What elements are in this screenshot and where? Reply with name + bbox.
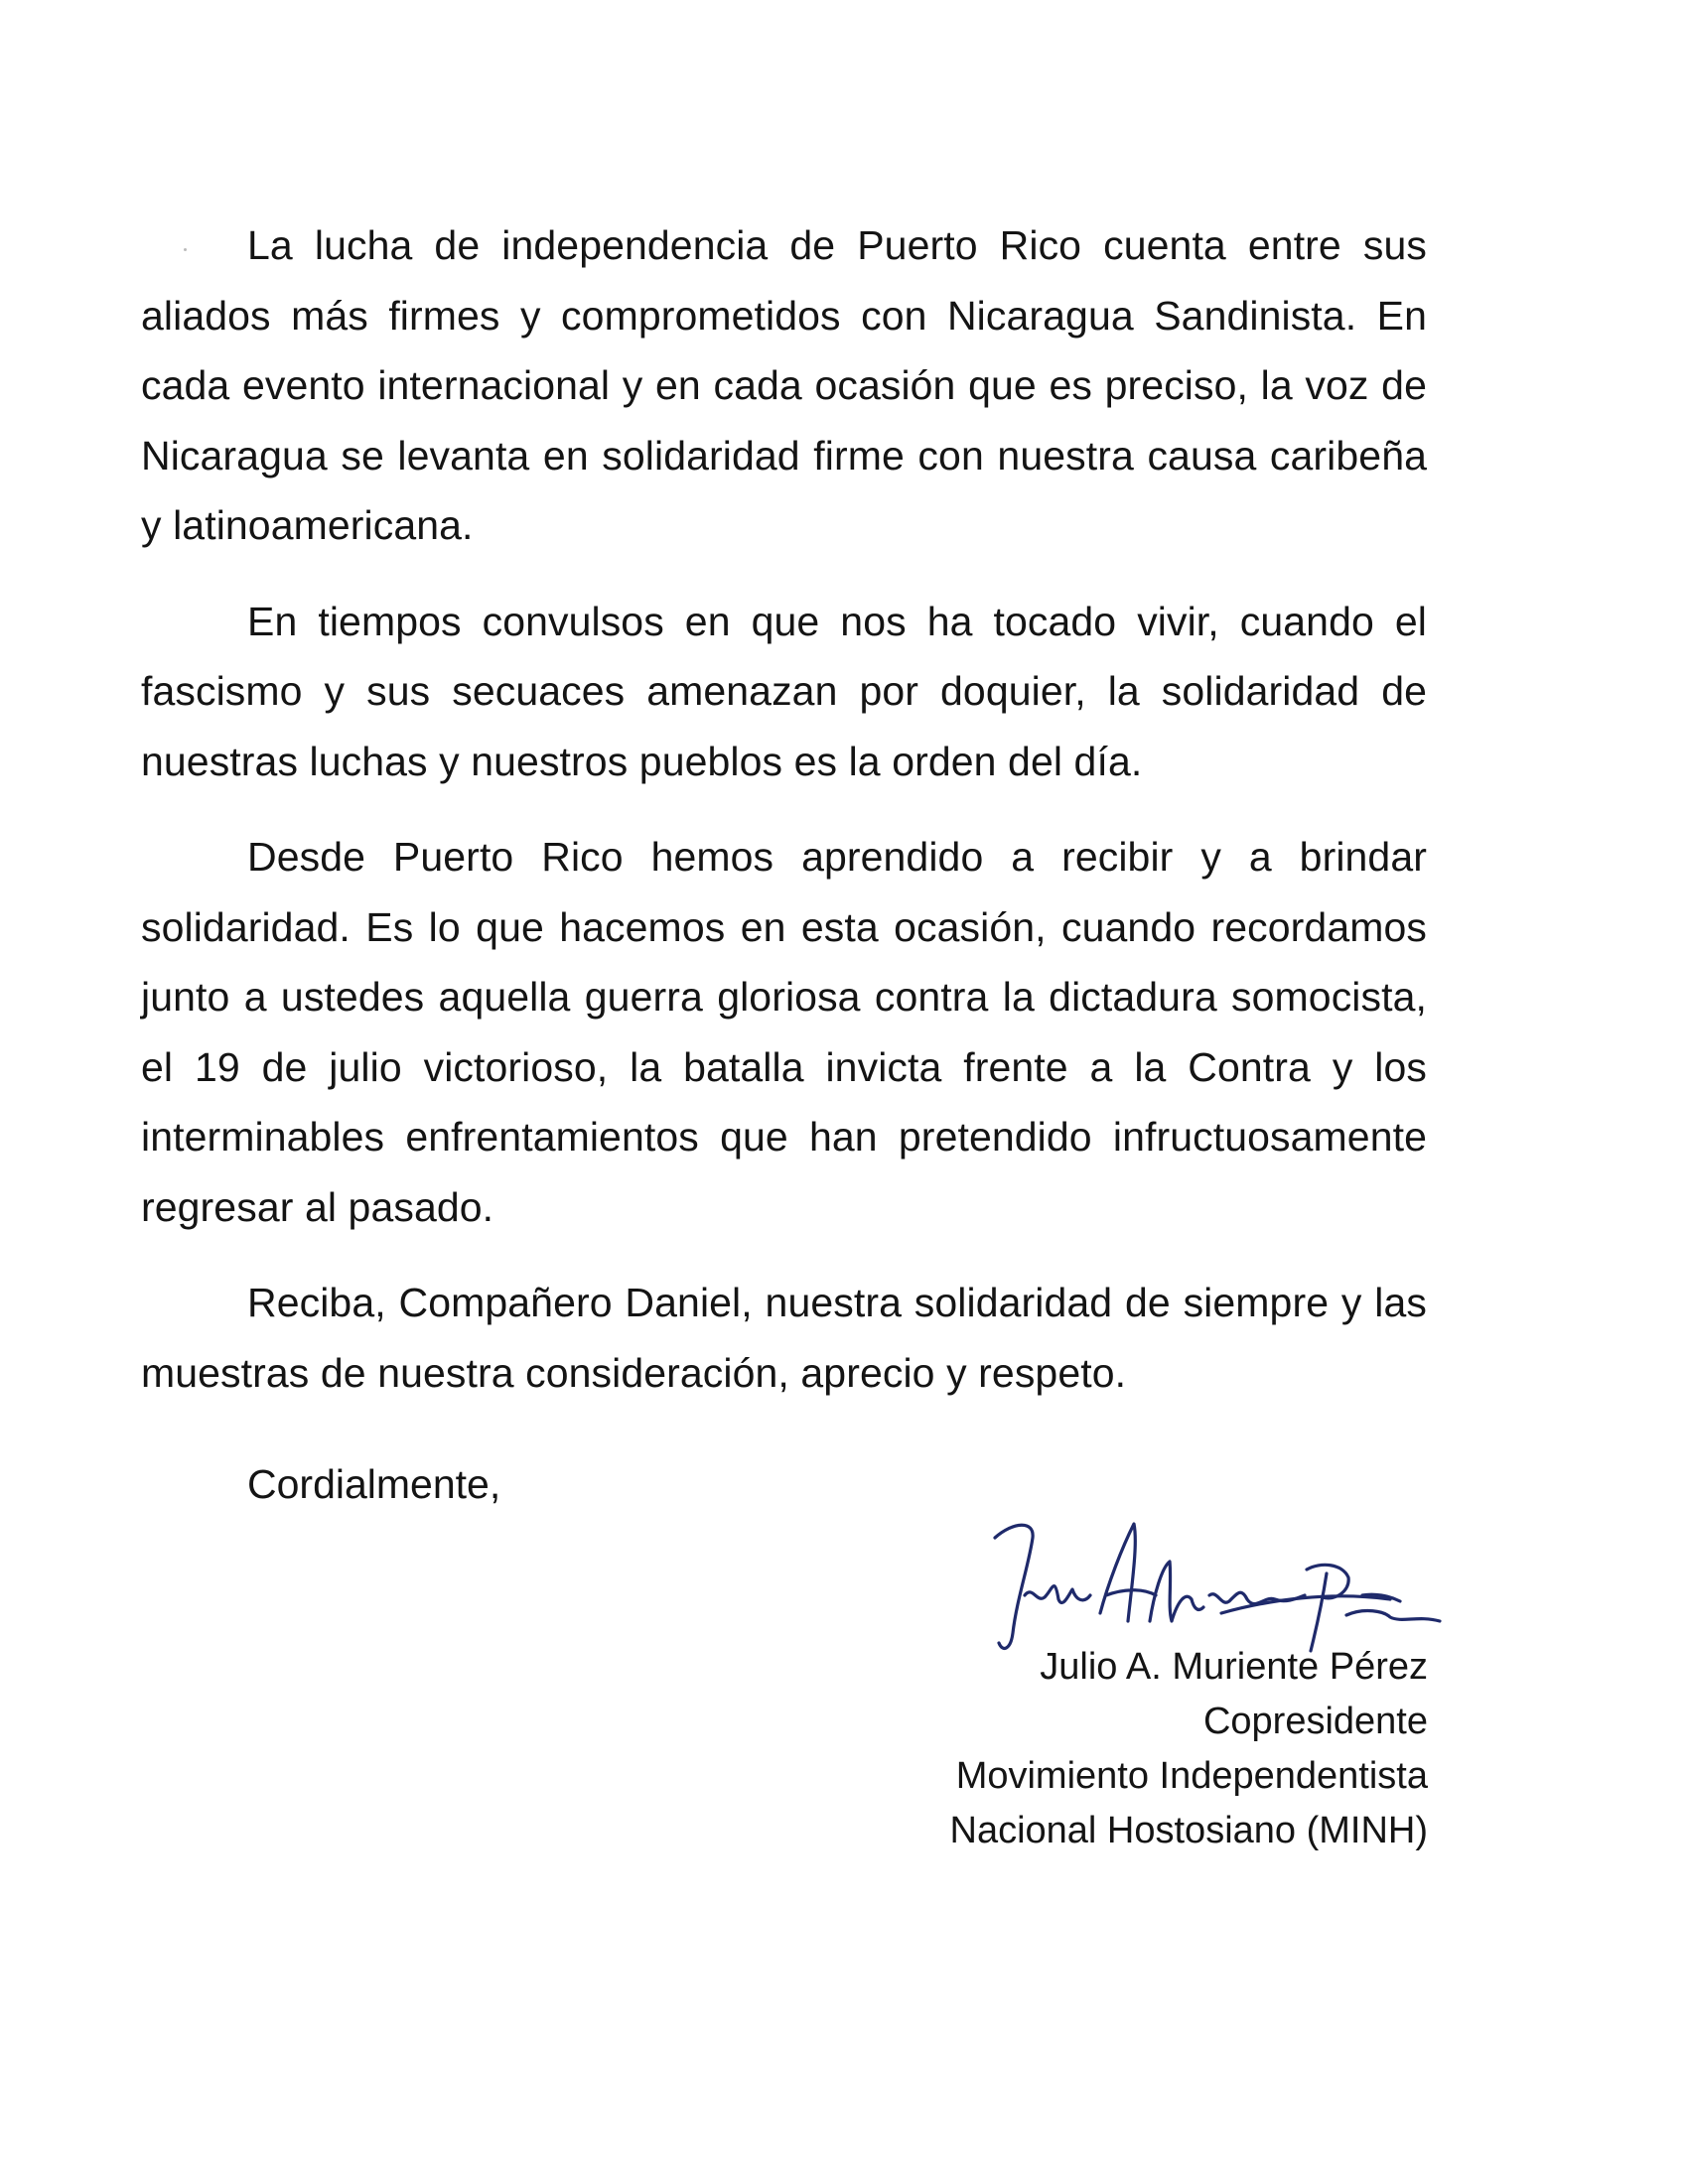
signature-stroke-m [1150, 1562, 1203, 1621]
paragraph-2: En tiempos convulsos en que nos ha tocado vivir, cuando el fascismo y sus secuaces amenazan por doquier, la solidaridad de nuestras luchas y nuestros pueblos es la orden del día. [141, 598, 1427, 784]
paragraph-3: Desde Puerto Rico hemos aprendido a recibir y a brindar solidaridad. Es lo que hacemos en esta ocasión, cuando recordamos junto a ustedes aquella guerra gloriosa contra la dictadura somocista, el 19 de julio victorioso, la batalla invicta frente a la Contra y los interminables enfrentamientos que han pretendido infructuosamente regresar al pasado. [141, 834, 1427, 1230]
handwritten-signature [973, 1504, 1489, 1663]
signer-name: Julio A. Muriente Pérez [1040, 1646, 1428, 1688]
organization-line-2: Nacional Hostosiano (MINH) [949, 1810, 1428, 1851]
letter-body [141, 210, 1427, 1433]
signature-block [950, 1640, 1429, 1858]
closing-salutation: Cordialmente, [247, 1461, 501, 1507]
signature-scrawl [973, 1504, 1489, 1663]
signer-title: Copresidente [1202, 1701, 1428, 1742]
signature-stroke-j [995, 1525, 1033, 1648]
paragraph-1: La lucha de independencia de Puerto Rico cuenta entre sus aliados más firmes y comprometidos con Nicaragua Sandinista. En cada evento internacional y en cada ocasión que es preciso, la voz de Nicaragua se levanta en solidaridad firme con nuestra causa caribeña y latinoamericana. [141, 222, 1427, 548]
signature-stroke-a [1100, 1524, 1156, 1621]
signature-stroke-erez [1346, 1594, 1440, 1621]
paragraph-4: Reciba, Compañero Daniel, nuestra solidaridad de siempre y las muestras de nuestra consideración, aprecio y respeto. [141, 1280, 1427, 1396]
organization-line-1: Movimiento Independentista [955, 1755, 1428, 1797]
signature-stroke-p [1307, 1565, 1348, 1651]
signature-stroke-ulio [1025, 1586, 1090, 1603]
